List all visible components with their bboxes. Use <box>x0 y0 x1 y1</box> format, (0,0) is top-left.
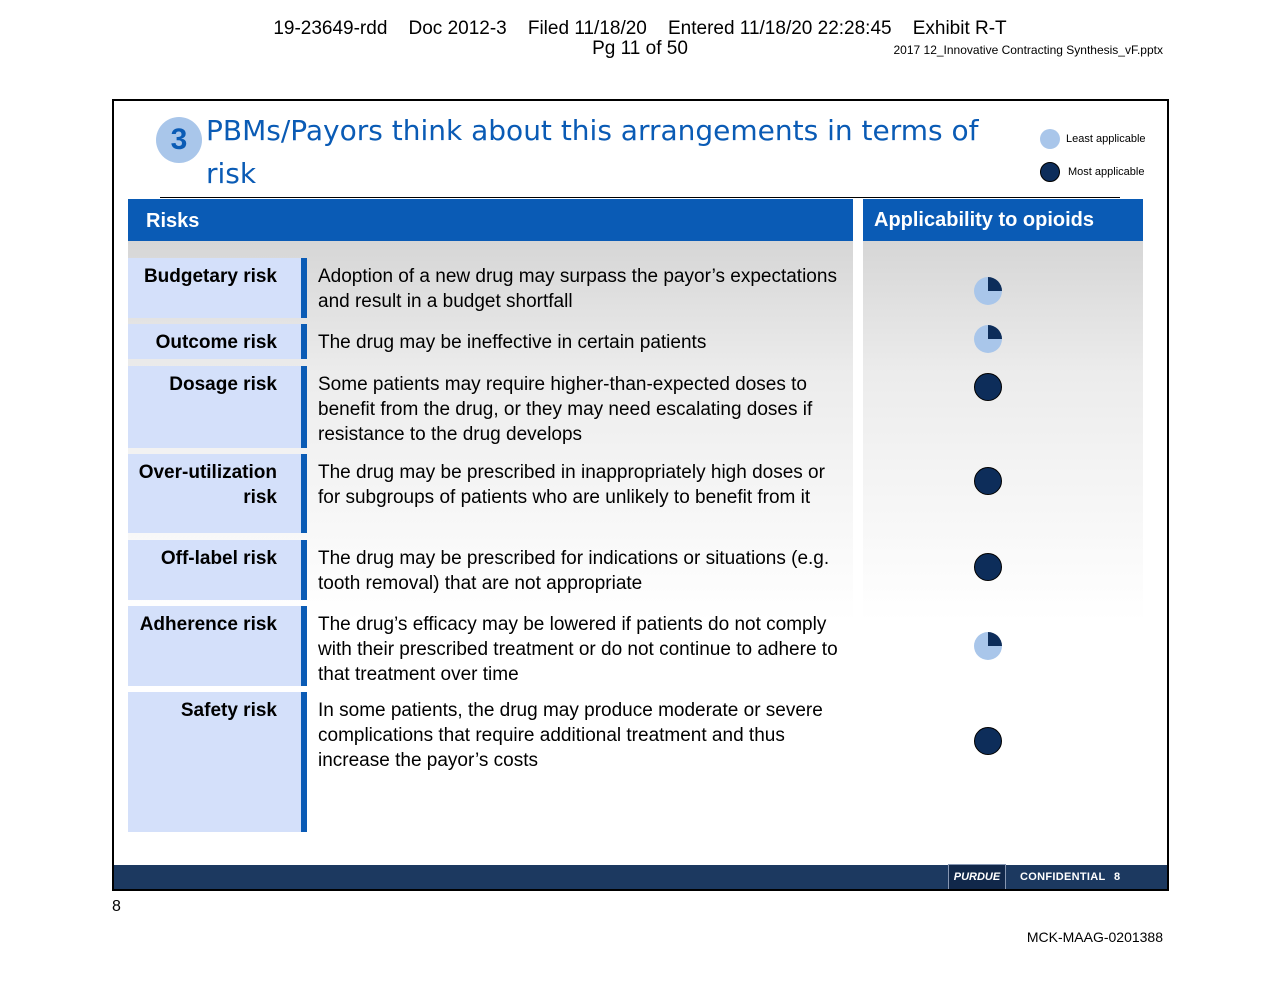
section-number-badge: 3 <box>156 117 202 163</box>
risk-description: The drug’s efficacy may be lowered if patients do not comply with their prescribed treatment or do not continue to adhere to that treatment over time <box>318 614 838 685</box>
risk-row-off-label <box>128 540 854 600</box>
risk-label: Dosage risk <box>128 366 301 448</box>
risk-description: In some patients, the drug may produce moderate or severe complications that require additional treatment and thus increase the payor’s costs <box>318 700 823 771</box>
applicability-column-header: Applicability to opioids <box>863 199 1143 241</box>
row-accent-bar <box>301 366 307 448</box>
harvey-ball-icon <box>974 467 1002 495</box>
risk-label: Off-label risk <box>128 540 301 600</box>
harvey-ball-icon <box>974 277 1002 305</box>
risk-row-budgetary <box>128 258 854 318</box>
harvey-ball-icon <box>974 373 1002 401</box>
row-accent-bar <box>301 606 307 686</box>
purdue-logo: PURDUE <box>948 864 1006 890</box>
risk-description: Some patients may require higher-than-expected doses to benefit from the drug, or they may need escalating doses if resistance to the drug develops <box>318 374 813 445</box>
row-accent-bar <box>301 540 307 600</box>
legend-most-label: Most applicable <box>1068 166 1145 178</box>
row-accent-bar <box>301 258 307 318</box>
court-filing-header: 19-23649-rdd Doc 2012-3 Filed 11/18/20 Entered 11/18/20 22:28:45 Exhibit R-T <box>273 18 1007 39</box>
risk-row-adherence <box>128 606 854 686</box>
bates-number: MCK-MAAG-0201388 <box>1026 929 1163 945</box>
harvey-ball-icon <box>974 553 1002 581</box>
row-accent-bar <box>301 692 307 832</box>
court-page-count: Pg 11 of 50 <box>592 38 688 59</box>
risk-description: The drug may be prescribed in inappropriately high doses or for subgroups of patients who are unlikely to benefit from it <box>318 462 825 508</box>
risk-row-over-utilization <box>128 454 854 533</box>
risk-description: Adoption of a new drug may surpass the payor’s expectations and result in a budget shortfall <box>318 266 837 312</box>
risk-row-safety <box>128 692 854 832</box>
confidential-label: CONFIDENTIAL <box>1020 871 1106 883</box>
risk-description: The drug may be ineffective in certain patients <box>318 332 707 353</box>
most-applicable-icon <box>1040 162 1060 182</box>
slide-title: PBMs/Payors think about this arrangements in terms of risk <box>206 114 979 190</box>
risk-label: Over-utilization risk <box>128 454 301 533</box>
harvey-ball-icon <box>974 325 1002 353</box>
risk-description: The drug may be prescribed for indications or situations (e.g. tooth removal) that are not appropriate <box>318 548 830 594</box>
legend-least-label: Least applicable <box>1066 133 1146 145</box>
row-accent-bar <box>301 324 307 359</box>
slide-footer <box>114 865 1167 889</box>
risk-row-outcome <box>128 324 854 359</box>
risk-label: Outcome risk <box>128 324 301 359</box>
page-number: 8 <box>112 898 121 915</box>
slide-page-number: 8 <box>1114 871 1121 883</box>
risk-row-dosage <box>128 366 854 448</box>
source-file-name: 2017 12_Innovative Contracting Synthesis_vF.pptx <box>893 43 1163 57</box>
least-applicable-icon <box>1040 129 1060 149</box>
title-divider <box>160 197 1120 198</box>
legend-least <box>1040 127 1146 151</box>
row-accent-bar <box>301 454 307 533</box>
harvey-ball-icon <box>974 727 1002 755</box>
risks-column-header: Risks <box>128 199 853 241</box>
legend-most <box>1040 160 1144 184</box>
harvey-ball-icon <box>974 632 1002 660</box>
slide-frame <box>112 99 1169 891</box>
risk-label: Adherence risk <box>128 606 301 686</box>
risk-label: Budgetary risk <box>128 258 301 318</box>
applicability-column-shade <box>863 241 1143 621</box>
risk-label: Safety risk <box>128 692 301 832</box>
